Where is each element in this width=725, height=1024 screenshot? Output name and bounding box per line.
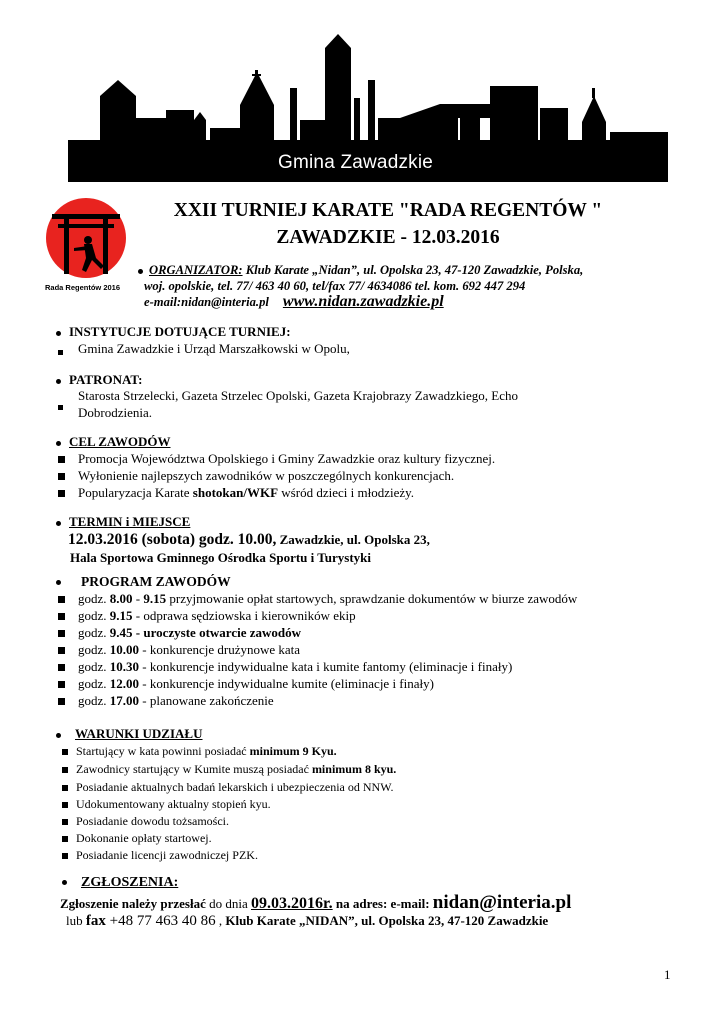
square-bullet-icon	[62, 836, 68, 842]
square-bullet-icon	[58, 681, 65, 688]
square-bullet-icon	[62, 749, 68, 755]
section-cel-heading: CEL ZAWODÓW	[56, 434, 171, 450]
bullet-icon	[62, 880, 67, 885]
bullet-icon	[56, 521, 61, 526]
program-item: godz. 17.00 - planowane zakończenie	[58, 693, 274, 709]
square-bullet-icon	[58, 397, 63, 415]
cel-item-3: Popularyzacja Karate shotokan/WKF wśród dzieci i młodzieży.	[58, 485, 414, 501]
bullet-icon	[56, 331, 61, 336]
organizer-label: ORGANIZATOR:	[149, 263, 243, 277]
square-bullet-icon	[58, 664, 65, 671]
warunki-item: Udokumentowany aktualny stopień kyu.	[62, 797, 271, 812]
program-item: godz. 8.00 - 9.15 przyjmowanie opłat startowych, sprawdzanie dokumentów w biurze zawodów	[58, 591, 577, 607]
section-termin-heading: TERMIN i MIEJSCE	[56, 514, 190, 530]
patronat-line2: Dobrodzienia.	[78, 405, 153, 420]
organizer-line2: woj. opolskie, tel. 77/ 463 40 60, tel/fax 77/ 4634086 tel. kom. 692 447 294	[144, 279, 526, 293]
warunki-item: Dokonanie opłaty startowej.	[62, 831, 212, 846]
organizer-line1: Klub Karate „Nidan”, ul. Opolska 23, 47-120 Zawadzkie, Polska,	[242, 263, 584, 277]
section-patronat-heading: PATRONAT:	[56, 372, 142, 388]
square-bullet-icon	[58, 647, 65, 654]
termin-date-line: 12.03.2016 (sobota) godz. 10.00, Zawadzkie, ul. Opolska 23,	[68, 531, 430, 548]
zgloszenia-email[interactable]: nidan@interia.pl	[432, 892, 572, 913]
organizer-block	[138, 262, 583, 310]
warunki-item: Posiadanie licencji zawodniczej PZK.	[62, 848, 258, 863]
program-item: godz. 9.45 - uroczyste otwarcie zawodów	[58, 625, 301, 641]
square-bullet-icon	[58, 473, 65, 480]
skyline-label: Gmina Zawadzkie	[278, 152, 434, 173]
cel-item-1: Promocja Województwa Opolskiego i Gminy Zawadzkie oraz kultury fizycznej.	[58, 451, 495, 467]
rada-regentow-logo	[44, 196, 128, 296]
tournament-subtitle: ZAWADZKIE - 12.03.2016	[276, 227, 500, 248]
square-bullet-icon	[58, 490, 65, 497]
bullet-icon	[138, 269, 143, 274]
page-number: 1	[664, 967, 671, 982]
square-bullet-icon	[58, 630, 65, 637]
program-item: godz. 9.15 - odprawa sędziowska i kierowników ekip	[58, 608, 356, 624]
section-zgloszenia-heading: ZGŁOSZENIA:	[62, 875, 178, 891]
square-bullet-icon	[62, 819, 68, 825]
bullet-icon	[56, 441, 61, 446]
zgloszenia-line2: lub fax +48 77 463 40 86 , Klub Karate „NIDAN”, ul. Opolska 23, 47-120 Zawadzkie	[66, 913, 549, 929]
bullet-icon	[56, 379, 61, 384]
square-bullet-icon	[62, 785, 68, 791]
organizer-email[interactable]: e-mail:nidan@interia.pl	[144, 295, 269, 309]
instytucje-text: Gmina Zawadzkie i Urząd Marszałkowski w Opolu,	[78, 341, 350, 356]
termin-hall: Hala Sportowa Gminnego Ośrodka Sportu i Turystyki	[70, 550, 371, 565]
bullet-icon	[56, 733, 61, 738]
square-bullet-icon	[58, 596, 65, 603]
cel-item-2: Wyłonienie najlepszych zawodników w poszczególnych konkurencjach.	[58, 468, 454, 484]
square-bullet-icon	[62, 802, 68, 808]
square-bullet-icon	[62, 853, 68, 859]
warunki-item: Startujący w kata powinni posiadać minimum 9 Kyu.	[62, 744, 337, 759]
warunki-item: Posiadanie aktualnych badań lekarskich i ubezpieczenia od NNW.	[62, 780, 393, 795]
section-program-heading: PROGRAM ZAWODÓW	[56, 574, 231, 590]
logo-caption: Rada Regentów 2016	[45, 283, 121, 292]
section-warunki-heading: WARUNKI UDZIAŁU	[56, 726, 203, 742]
bullet-icon	[56, 580, 61, 585]
program-item: godz. 12.00 - konkurencje indywidualne kumite (eliminacje i finały)	[58, 676, 434, 692]
patronat-line1: Starosta Strzelecki, Gazeta Strzelec Opolski, Gazeta Krajobrazy Zawadzkiego, Echo	[78, 388, 519, 403]
square-bullet-icon	[58, 456, 65, 463]
tournament-title: XXII TURNIEJ KARATE "RADA REGENTÓW "	[173, 200, 603, 221]
section-instytucje-heading: INSTYTUCJE DOTUJĄCE TURNIEJ:	[56, 324, 291, 340]
warunki-item: Zawodnicy startujący w Kumite muszą posiadać minimum 8 kyu.	[62, 762, 396, 777]
square-bullet-icon	[58, 350, 63, 355]
square-bullet-icon	[58, 613, 65, 620]
square-bullet-icon	[62, 767, 68, 773]
organizer-website-link[interactable]: www.nidan.zawadzkie.pl	[282, 293, 444, 310]
program-item: godz. 10.00 - konkurencje drużynowe kata	[58, 642, 300, 658]
warunki-item: Posiadanie dowodu tożsamości.	[62, 814, 229, 829]
program-item: godz. 10.30 - konkurencje indywidualne kata i kumite fantomy (eliminacje i finały)	[58, 659, 512, 675]
instytucje-item	[58, 341, 63, 357]
zgloszenia-line1: Zgłoszenie należy przesłać do dnia 09.03.2016r. na adres: e-mail: nidan@interia.pl	[60, 892, 572, 913]
square-bullet-icon	[58, 698, 65, 705]
